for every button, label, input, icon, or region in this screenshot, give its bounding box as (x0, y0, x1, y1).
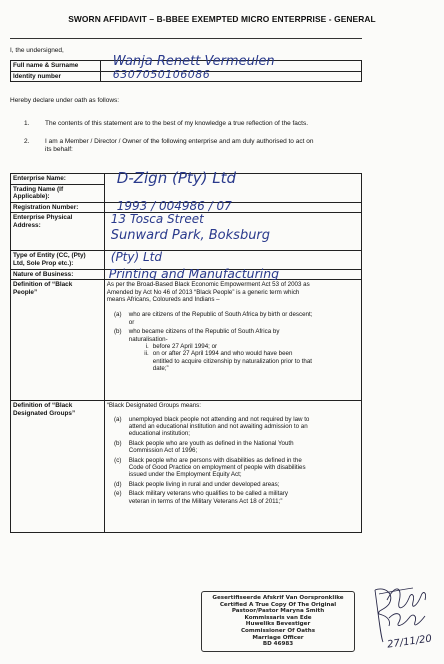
designated-item-body (129, 416, 359, 438)
item-ii-line1: on or after 27 April 1994 and who would have been (152, 350, 293, 358)
designated-item-line: Black people who are youth as defined in the National Youth (128, 439, 294, 447)
black-people-label (11, 280, 105, 401)
stamp-line-8: BD 46983 (262, 641, 294, 648)
stamp-line-3: Pastoor/Pastor Maryna Smith (231, 608, 325, 615)
trading-label-line2: Applicable): (13, 193, 50, 201)
designated-item-line: Black people who are persons with disabilities as defined in the (128, 456, 302, 464)
title-divider (10, 38, 362, 39)
identity-table (10, 55, 362, 82)
designated-label-line2: Designated Groups” (13, 409, 76, 417)
black-people-intro-1: As per the Broad-Based Black Economic Empowerment Act 53 of 2003 as (106, 281, 310, 289)
black-people-intro-3: means Africans, Coloureds and Indians – (106, 295, 220, 303)
stamp-line-1: Gesertifiseerde Afskrif Van Oorspronklike (212, 595, 344, 601)
designated-label-line1: Definition of “Black (13, 402, 73, 410)
full-name-value: Wanja Renett Vermeulen (112, 55, 275, 69)
black-people-item-ii (139, 350, 359, 372)
designated-item-line: attend an educational institution and not awaiting admission to an (128, 422, 308, 430)
stamp-line-2: Certified A True Copy Of The Original (219, 601, 337, 608)
item-b-line1: who became citizens of the Republic of South Africa by (128, 328, 280, 336)
enterprise-table (10, 170, 362, 533)
designated-item-marker: (d) (113, 480, 122, 488)
business-value: Printing and Manufacturing (108, 266, 280, 280)
item-i-marker: i. (145, 343, 149, 350)
item-ii-body (153, 350, 359, 372)
list-text-1: The contents of this statement are to the best of my knowledge a true reflection of the facts. (45, 120, 309, 127)
designated-item-body (129, 490, 359, 505)
enterprise-name-label: Enterprise Name: (11, 174, 105, 185)
item-i-text: before 27 April 1994; or (152, 343, 218, 350)
designated-item (107, 416, 359, 438)
business-label: Nature of Business: (11, 269, 105, 280)
designated-item-marker: (a) (113, 415, 122, 423)
address-line2: Sunward Park, Boksburg (110, 229, 271, 244)
designated-intro: “Black Designated Groups means: (106, 402, 201, 410)
item-ii-line2: entitled to acquire citizenship by naturalization prior to that (152, 357, 313, 365)
designated-item-line: unemployed black people not attending and not required by law to (128, 415, 310, 423)
designated-item-line: Black military veterans who qualifies to be called a military (128, 490, 288, 498)
item-b-body (129, 328, 359, 343)
black-people-intro-2: Amended by Act No 46 of 2013 “Black People” is a generic term which (106, 288, 300, 296)
id-number-label: Identity number (11, 71, 101, 82)
id-number-cell (100, 68, 361, 82)
id-number-value: 6307050106086 (112, 68, 211, 81)
registration-cell (104, 199, 361, 213)
stamp-line-4: Kommissaris van Ede (244, 614, 312, 621)
registration-value: 1993 / 004986 / 07 (116, 199, 232, 213)
designated-item-marker: (b) (113, 439, 122, 447)
designated-item (107, 440, 359, 455)
document-title: SWORN AFFIDAVIT – B-BBEE EXEMPTED MICRO ENTERPRISE - GENERAL (68, 14, 376, 24)
business-cell (104, 266, 361, 280)
black-people-label-line2: People” (13, 288, 38, 296)
list-number-1: 1. (24, 120, 30, 127)
commissioner-signature (369, 580, 435, 652)
designated-item (107, 490, 359, 505)
list-text-2b: its behalf: (45, 146, 73, 153)
entity-type-label-line2: Ltd, Sole Prop etc.): (13, 259, 74, 267)
black-people-item-a (107, 311, 359, 326)
enterprise-name-value: D-Zign (Pty) Ltd (116, 170, 237, 186)
address-label-line1: Enterprise Physical (13, 214, 73, 222)
address-line1: 13 Tosca Street (110, 213, 204, 227)
item-b-line2: naturalisation- (128, 335, 168, 343)
designated-item-line: veteran in terms of the Military Veterans Act 18 of 2011;” (128, 497, 283, 505)
item-a-marker: (a) (113, 311, 122, 319)
item-b-marker: (b) (113, 328, 122, 336)
entity-type-label (11, 251, 105, 269)
item-a-line2: or (128, 318, 135, 326)
item-ii-marker: ii. (144, 350, 149, 358)
designated-item (107, 481, 359, 488)
entity-type-label-line1: Type of Entity (CC, (Pty) (13, 252, 86, 260)
address-label-line2: Address: (13, 221, 41, 229)
item-a-body (129, 311, 359, 326)
stamp-line-7: Marriage Officer (252, 634, 304, 641)
declare-text: Hereby declare under oath as follows: (10, 97, 120, 104)
designated-item-line: issued under the Employment Equity Act; (128, 471, 242, 479)
item-ii-line3: date;” (152, 365, 169, 373)
black-people-label-line1: Definition of “Black (13, 281, 73, 289)
designated-item-line: educational institution; (128, 430, 190, 438)
designated-item-body (129, 440, 359, 455)
designated-groups-definition (104, 401, 361, 533)
designated-item-body (129, 457, 359, 479)
stamp-line-5: Huweliks Bevestiger (245, 621, 311, 628)
designated-item-marker: (c) (114, 456, 122, 464)
list-number-2: 2. (24, 138, 30, 145)
list-text-2a: I am a Member / Director / Owner of the following enterprise and am duly authorised to act on (45, 138, 314, 145)
trading-name-label (11, 184, 105, 202)
designated-groups-label (11, 401, 105, 533)
signature-date: 27/11/20 (386, 633, 433, 651)
item-a-line1: who are citizens of the Republic of South Africa by birth or descent; (128, 311, 313, 319)
entity-type-value: (Pty) Ltd (110, 251, 162, 265)
trading-label-line1: Trading Name (If (13, 185, 64, 193)
address-cell (104, 213, 361, 251)
black-people-item-b (107, 328, 359, 343)
commissioner-stamp (201, 591, 355, 652)
designated-item-body (129, 481, 359, 488)
full-name-label: Full name & Surname (11, 61, 101, 72)
designated-list (107, 416, 359, 505)
stamp-line-6: Commissioner Of Oaths (240, 627, 316, 634)
address-label (11, 213, 105, 251)
registration-label: Registration Number: (11, 202, 105, 213)
black-people-item-i (139, 343, 359, 350)
enterprise-name-cell (104, 170, 361, 203)
designated-item-line: Black people living in rural and under developed areas; (128, 480, 280, 488)
designated-item-marker: (e) (113, 490, 122, 498)
designated-item (107, 457, 359, 479)
designated-item-line: Commission Act of 1996; (128, 447, 198, 455)
black-people-definition (104, 280, 361, 401)
intro-text: I, the undersigned, (10, 47, 64, 54)
designated-item-line: Code of Good Practice on employment of people with disabilities (128, 464, 306, 471)
